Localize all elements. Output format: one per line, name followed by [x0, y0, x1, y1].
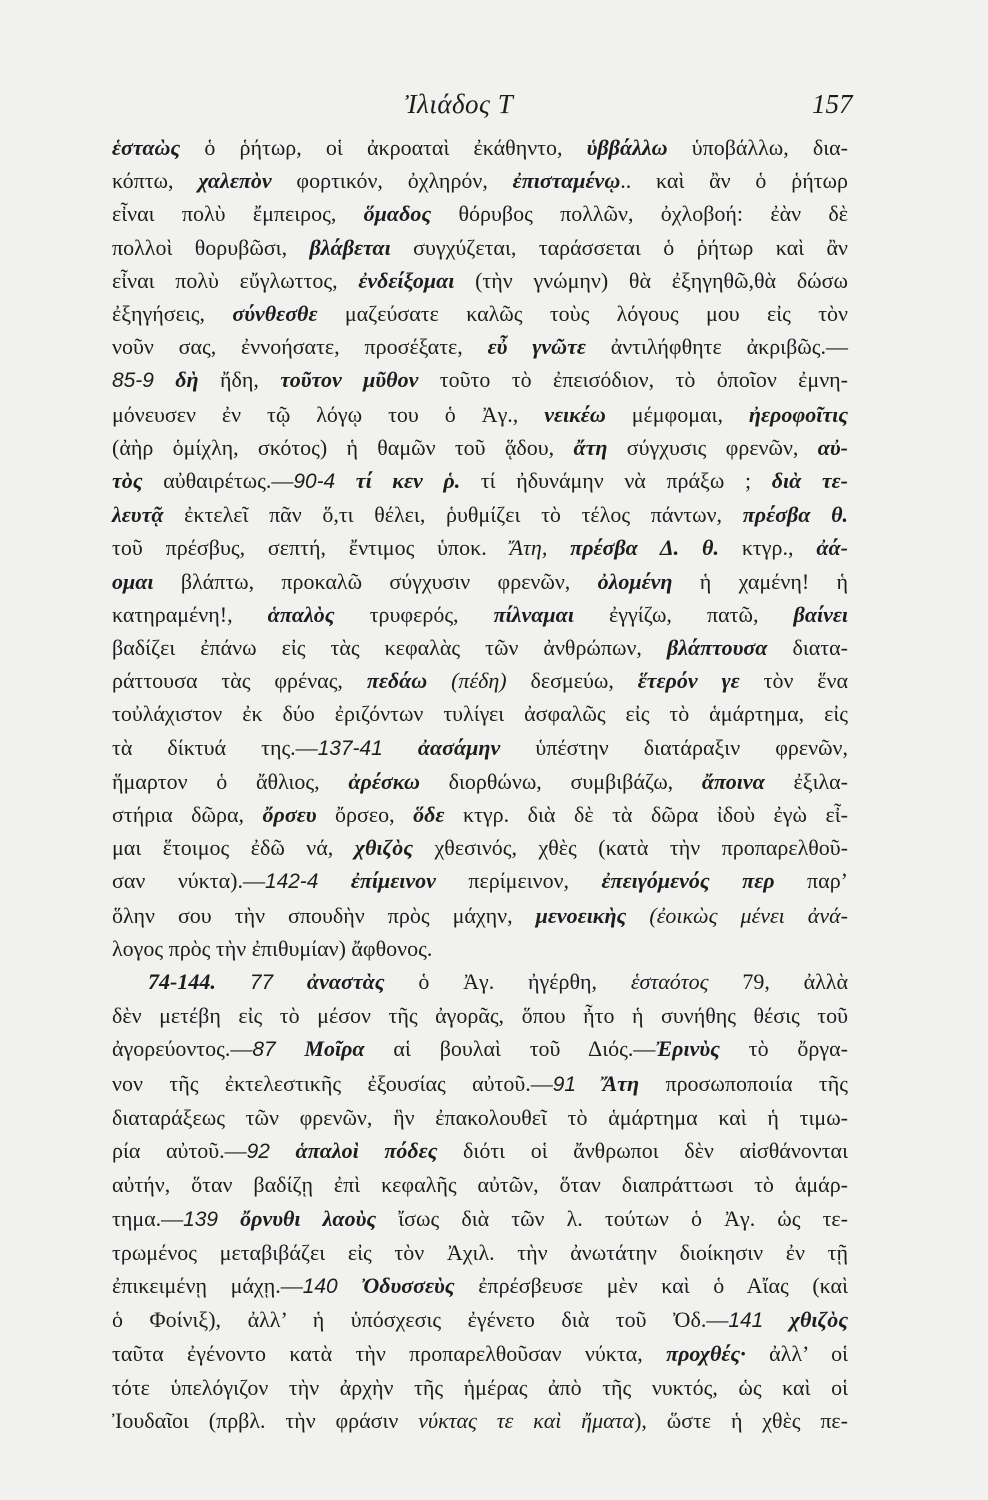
lemma-term: ἐπισταμένῳ: [512, 168, 621, 194]
lemma-term: τοῦτον μῦθον: [280, 367, 419, 393]
lemma-term: ἠεροφοῖτις: [748, 401, 849, 427]
gloss-text: μέμφομαι,: [605, 401, 749, 427]
text-line: [112, 531, 848, 564]
lemma-term: βλάβεται: [309, 234, 391, 260]
lemma-term: ὅδε: [413, 802, 445, 828]
text-line: [112, 664, 848, 697]
lemma-term: Ἐρινὺς: [655, 1036, 720, 1062]
lemma-term: ἁπαλὸς: [267, 601, 335, 627]
gloss-text: δὲν μετέβη εἰς τὸ μέσον τῆς ἀγορᾶς, ὅπου ἦτο ἡ συνήθης θέσις τοῦ: [112, 1003, 848, 1029]
gloss-text: ἐξιλα-: [764, 768, 849, 794]
lemma-term: προχθές·: [666, 1341, 746, 1367]
text-line: [112, 498, 848, 531]
text-line: [112, 398, 848, 431]
gloss-text: αὐτήν, ὅταν βαδίζῃ ἐπὶ κεφαλῆς αὐτῶν, ὅταν διαπράττωσι τὸ ἁμάρ-: [112, 1172, 848, 1198]
gloss-text: ράττουσα τὰς φρένας,: [112, 668, 367, 694]
text-line: [112, 598, 848, 631]
text-line: [112, 297, 848, 330]
gloss-text: ἐκτελεῖ πᾶν ὅ,τι θέλει, ῥυθμίζει τὸ τέλος πάντων,: [163, 502, 743, 528]
gloss-text: διότι οἱ ἄνθρωποι δὲν αἰσθάνονται: [437, 1138, 848, 1164]
text-line: [112, 1303, 848, 1337]
lemma-term: ἑσταὼς: [112, 135, 181, 160]
lemma-term: 74-144.: [148, 969, 216, 995]
text-line: [112, 798, 848, 831]
lemma-term: λευτᾷ: [112, 502, 164, 528]
lemma-term: ομαι: [112, 568, 154, 594]
gloss-text: τὸ ὄργα-: [719, 1036, 848, 1062]
text-line: [112, 231, 848, 264]
gloss-text: ρία αὐτοῦ.—: [112, 1138, 247, 1164]
lemma-term: ἄποινα: [701, 768, 765, 794]
lemma-term: πίλναμαι: [493, 601, 574, 627]
gloss-text: ἥμαρτον ὁ ἄθλιος,: [112, 768, 349, 794]
text-line: [112, 1371, 848, 1404]
lemma-term: νεικέω: [544, 401, 606, 427]
text-line: [112, 831, 848, 864]
gloss-text: (ἀὴρ ὁμίχλη, σκότος) ἡ θαμῶν τοῦ ᾅδου,: [112, 434, 574, 460]
lemma-term: τί κεν ῥ.: [335, 468, 461, 494]
text-line: [112, 464, 848, 498]
gloss-text: διορθώνω, συμβιβάζω,: [419, 768, 702, 794]
lemma-term: ὀλομένη: [597, 568, 673, 594]
gloss-text: μαζεύσατε καλῶς τοὺς λόγους μου εἰς τὸν: [317, 301, 848, 327]
page-number: 157: [812, 89, 853, 119]
gloss-text: κτγρ. διὰ δὲ τὰ δῶρα ἰδοὺ ἐγὼ εἶ-: [444, 802, 848, 828]
lemma-term: ὄρσευ: [262, 802, 317, 828]
lemma-term: τὸς: [112, 468, 143, 494]
gloss-text: ὑποβάλλω, δια-: [667, 135, 849, 160]
gloss-text: ), ὥστε ἡ χθὲς πε-: [634, 1407, 848, 1433]
text-line: [112, 1101, 848, 1134]
gloss-text: σαν νύκτα).—: [112, 868, 265, 894]
text-line: [112, 965, 848, 999]
gloss-text: ἀλλ’ οἱ: [745, 1341, 848, 1367]
gloss-text: ὄρσεο,: [316, 802, 414, 828]
italic-text: (ἐοικὼς μένει ἀνά-: [626, 902, 848, 928]
gloss-text: τημα.—: [112, 1205, 184, 1231]
lemma-term: πρέσβα Δ. θ.: [547, 535, 719, 561]
gloss-text: συγχύζεται, ταράσσεται ὁ ῥήτωρ καὶ ἂν: [390, 234, 848, 260]
gloss-text: παρ’: [774, 868, 848, 894]
text-line: [112, 264, 848, 297]
lemma-term: Ἄτη: [576, 1070, 640, 1096]
gloss-text: τρυφερός,: [334, 601, 494, 627]
gloss-text: Ἰουδαῖοι (πρβλ. τὴν φράσιν: [112, 1407, 419, 1433]
lemma-term: πεδάω: [366, 668, 428, 694]
text-line: [112, 431, 848, 464]
lemma-term: ἐπίμεινον: [318, 868, 436, 894]
gloss-text: θόρυβος πολλῶν, ὀχλοβοή: ἐὰν δὲ: [431, 201, 848, 227]
text-line: [112, 731, 848, 765]
lemma-term: αὐ-: [817, 434, 848, 460]
gloss-text: αὐθαιρέτως.—: [142, 468, 294, 494]
gloss-text: μαι ἕτοιμος ἐδῶ νά,: [112, 835, 355, 861]
text-line: [112, 1032, 848, 1066]
gloss-text: ἐπρέσβευσε μὲν καὶ ὁ Αἴας (καὶ: [454, 1272, 848, 1298]
gloss-text: ἐγγίζω, πατῶ,: [573, 601, 794, 627]
verse-reference: 137-41: [317, 736, 383, 760]
gloss-text: φορτικόν, ὀχληρόν,: [271, 168, 513, 194]
gloss-text: ἐξηγήσεις,: [112, 301, 233, 327]
running-title: Ἰλιάδος Τ: [405, 89, 514, 119]
lemma-term: ἀασάμην: [382, 734, 501, 760]
lemma-term: ὑββάλλω: [586, 135, 668, 160]
lemma-term: διὰ τε-: [771, 468, 849, 494]
gloss-text: ὁ Ἀγ. ἠγέρθη,: [384, 969, 631, 995]
gloss-text: ἴσως διὰ τῶν λ. τούτων ὁ Ἀγ. ὡς τε-: [376, 1205, 848, 1231]
text-line: [112, 1202, 848, 1236]
text-line: [112, 1337, 848, 1370]
lemma-term: Μοῖρα: [275, 1036, 365, 1062]
text-line: [112, 932, 848, 965]
commentary-text: [112, 131, 848, 1437]
gloss-text: νοῦν σας, ἐννοήσατε, προσέξατε,: [112, 334, 488, 360]
gloss-text: περίμεινον,: [435, 868, 602, 894]
text-line: [112, 363, 848, 397]
lemma-term: χθιζὸς: [763, 1307, 848, 1333]
lemma-term: ἀναστὰς: [273, 969, 385, 995]
gloss-text: (τὴν γνώμην) θὰ ἐξηγηθῶ,θὰ δώσω: [454, 267, 848, 293]
lemma-term: βαίνει: [793, 601, 848, 627]
lemma-term: ἐνδείξομαι: [358, 267, 455, 293]
text-line: [112, 330, 848, 363]
gloss-text: κτγρ.,: [718, 535, 817, 561]
gloss-text: ταῦτα ἐγένοντο κατὰ τὴν προπαρελθοῦσαν νύκτα,: [112, 1341, 667, 1367]
text-line: [112, 1404, 848, 1437]
verse-reference: 85-9: [112, 369, 154, 393]
gloss-text: ὑπέστην διατάραξιν φρενῶν,: [500, 734, 848, 760]
text-line: [112, 131, 848, 164]
text-line: [112, 565, 848, 598]
lemma-term: ὄρνυθι λαοὺς: [218, 1205, 377, 1231]
lemma-term: ἄτη: [573, 434, 608, 460]
text-line: [112, 864, 848, 898]
lemma-term: μενοεικὴς: [535, 902, 627, 928]
text-line: [112, 1067, 848, 1101]
text-line: [112, 899, 848, 932]
gloss-text: διαταράξεως τῶν φρενῶν, ἣν ἐπακολουθεῖ τὸ ἁμάρτημα καὶ ἡ τιμω-: [112, 1104, 848, 1130]
lemma-term: ἐπειγόμενός περ: [601, 868, 775, 894]
gloss-text: τοὐλάχιστον ἐκ δύο ἐριζόντων τυλίγει ἀσφαλῶς εἰς τὸ ἁμάρτημα, εἰς: [112, 701, 848, 727]
gloss-text: ἡ χαμένη! ἡ: [672, 568, 848, 594]
gloss-text: βαδίζει ἐπάνω εἰς τὰς κεφαλὰς τῶν ἀνθρώπων,: [112, 635, 667, 661]
gloss-text: διατα-: [767, 635, 848, 661]
gloss-text: 79, ἀλλὰ: [708, 969, 848, 995]
gloss-text: σύγχυσις φρενῶν,: [607, 434, 818, 460]
gloss-text: τρωμένος μεταβιβάζει εἰς τὸν Ἀχιλ. τὴν ἀνωτάτην διοίκησιν ἐν τῇ: [112, 1239, 848, 1265]
text-line: [112, 1236, 848, 1269]
gloss-text: τὰ δίκτυά της.—: [112, 734, 318, 760]
italic-text: νύκτας τε καὶ ἤματα: [418, 1407, 635, 1433]
lemma-term: ἕτερόν γε: [637, 668, 740, 694]
italic-text: Ἄτη,: [509, 535, 548, 561]
text-line: [112, 1168, 848, 1201]
lemma-term: ἁπαλοὶ πόδες: [269, 1138, 438, 1164]
gloss-text: λογος πρὸς τὴν ἐπιθυμίαν) ἄφθονος.: [112, 935, 433, 961]
lemma-term: δὴ: [153, 367, 199, 393]
verse-reference: 139: [183, 1207, 219, 1231]
verse-reference: 141: [728, 1309, 764, 1333]
verse-reference: 92: [246, 1140, 270, 1164]
gloss-text: .. καὶ ἂν ὁ ῥήτωρ: [620, 168, 849, 194]
gloss-text: πολλοὶ θορυβῶσι,: [112, 234, 310, 260]
gloss-text: ὁ ῥήτωρ, οἱ ἀκροαταὶ ἐκάθηντο,: [180, 135, 587, 160]
lemma-term: ἀρέσκω: [348, 768, 420, 794]
gloss-text: εἶναι πολὺ εὔγλωττος,: [112, 267, 359, 293]
lemma-term: πρέσβα θ.: [742, 502, 848, 528]
text-line: [112, 197, 848, 230]
gloss-text: ἀντιλήφθητε ἀκριβῶς.—: [585, 334, 848, 360]
verse-reference: 87: [252, 1038, 276, 1062]
gloss-text: βλάπτω, προκαλῶ σύγχυσιν φρενῶν,: [153, 568, 598, 594]
gloss-text: ἐπικειμένῃ μάχῃ.—: [112, 1272, 303, 1298]
italic-text: (πέδη): [427, 668, 507, 694]
gloss-text: δεσμεύω,: [506, 668, 638, 694]
lemma-term: χαλεπὸν: [198, 168, 272, 194]
text-line: [112, 631, 848, 664]
gloss-text: στήρια δῶρα,: [112, 802, 263, 828]
gloss-text: τοῦτο τὸ ἐπεισόδιον, τὸ ὁποῖον ἐμνη-: [418, 367, 848, 393]
lemma-term: εὖ γνῶτε: [487, 334, 586, 360]
lemma-term: χθιζὸς: [354, 835, 414, 861]
gloss-text: κατηραμένη!,: [112, 601, 268, 627]
gloss-text: ἤδη,: [198, 367, 281, 393]
gloss-text: χθεσινός, χθὲς (κατὰ τὴν προπαρελθοῦ-: [413, 835, 849, 861]
gloss-text: τὸν ἕνα: [739, 668, 848, 694]
gloss-text: κόπτω,: [112, 168, 199, 194]
lemma-term: ὅμαδος: [363, 201, 432, 227]
gloss-text: τί ἠδυνάμην νὰ πράξω ;: [460, 468, 772, 494]
verse-reference: 142-4: [264, 870, 319, 894]
gloss-text: ὅλην σου τὴν σπουδὴν πρὸς μάχην,: [112, 902, 536, 928]
lemma-term: ἀά-: [816, 535, 848, 561]
gloss-text: ὁ Φοίνιξ), ἀλλ’ ἡ ὑπόσχεσις ἐγένετο διὰ τοῦ Ὀδ.—: [112, 1307, 729, 1333]
verse-reference: 91: [552, 1072, 577, 1096]
lemma-term: Ὀδυσσεὺς: [337, 1272, 455, 1298]
text-line: [112, 999, 848, 1032]
gloss-text: μόνευσεν ἐν τῷ λόγῳ του ὁ Ἀγ.,: [112, 401, 545, 427]
lemma-term: σύνθεσθε: [232, 301, 318, 327]
text-line: [112, 164, 848, 197]
italic-text: ἑσταότος: [630, 969, 709, 995]
text-line: [112, 765, 848, 798]
gloss-text: τοῦ πρέσβυς, σεπτή, ἔντιμος ὑποκ.: [112, 535, 510, 561]
text-line: [112, 697, 848, 730]
verse-reference: 90-4: [293, 470, 336, 494]
text-line: [112, 1269, 848, 1303]
gloss-text: τότε ὑπελόγιζον τὴν ἀρχὴν τῆς ἡμέρας ἀπὸ τῆς νυκτός, ὡς καὶ οἱ: [112, 1374, 848, 1400]
verse-reference: 77: [215, 971, 274, 995]
text-line: [112, 1134, 848, 1168]
lemma-term: βλάπτουσα: [666, 635, 768, 661]
gloss-text: νον τῆς ἐκτελεστικῆς ἐξουσίας αὐτοῦ.—: [112, 1070, 553, 1096]
gloss-text: εἶναι πολὺ ἔμπειρος,: [112, 201, 364, 227]
gloss-text: αἱ βουλαὶ τοῦ Διός.—: [364, 1036, 656, 1062]
verse-reference: 140: [302, 1274, 338, 1298]
gloss-text: ἀγορεύοντος.—: [112, 1036, 253, 1062]
gloss-text: προσωποποιία τῆς: [639, 1070, 848, 1096]
